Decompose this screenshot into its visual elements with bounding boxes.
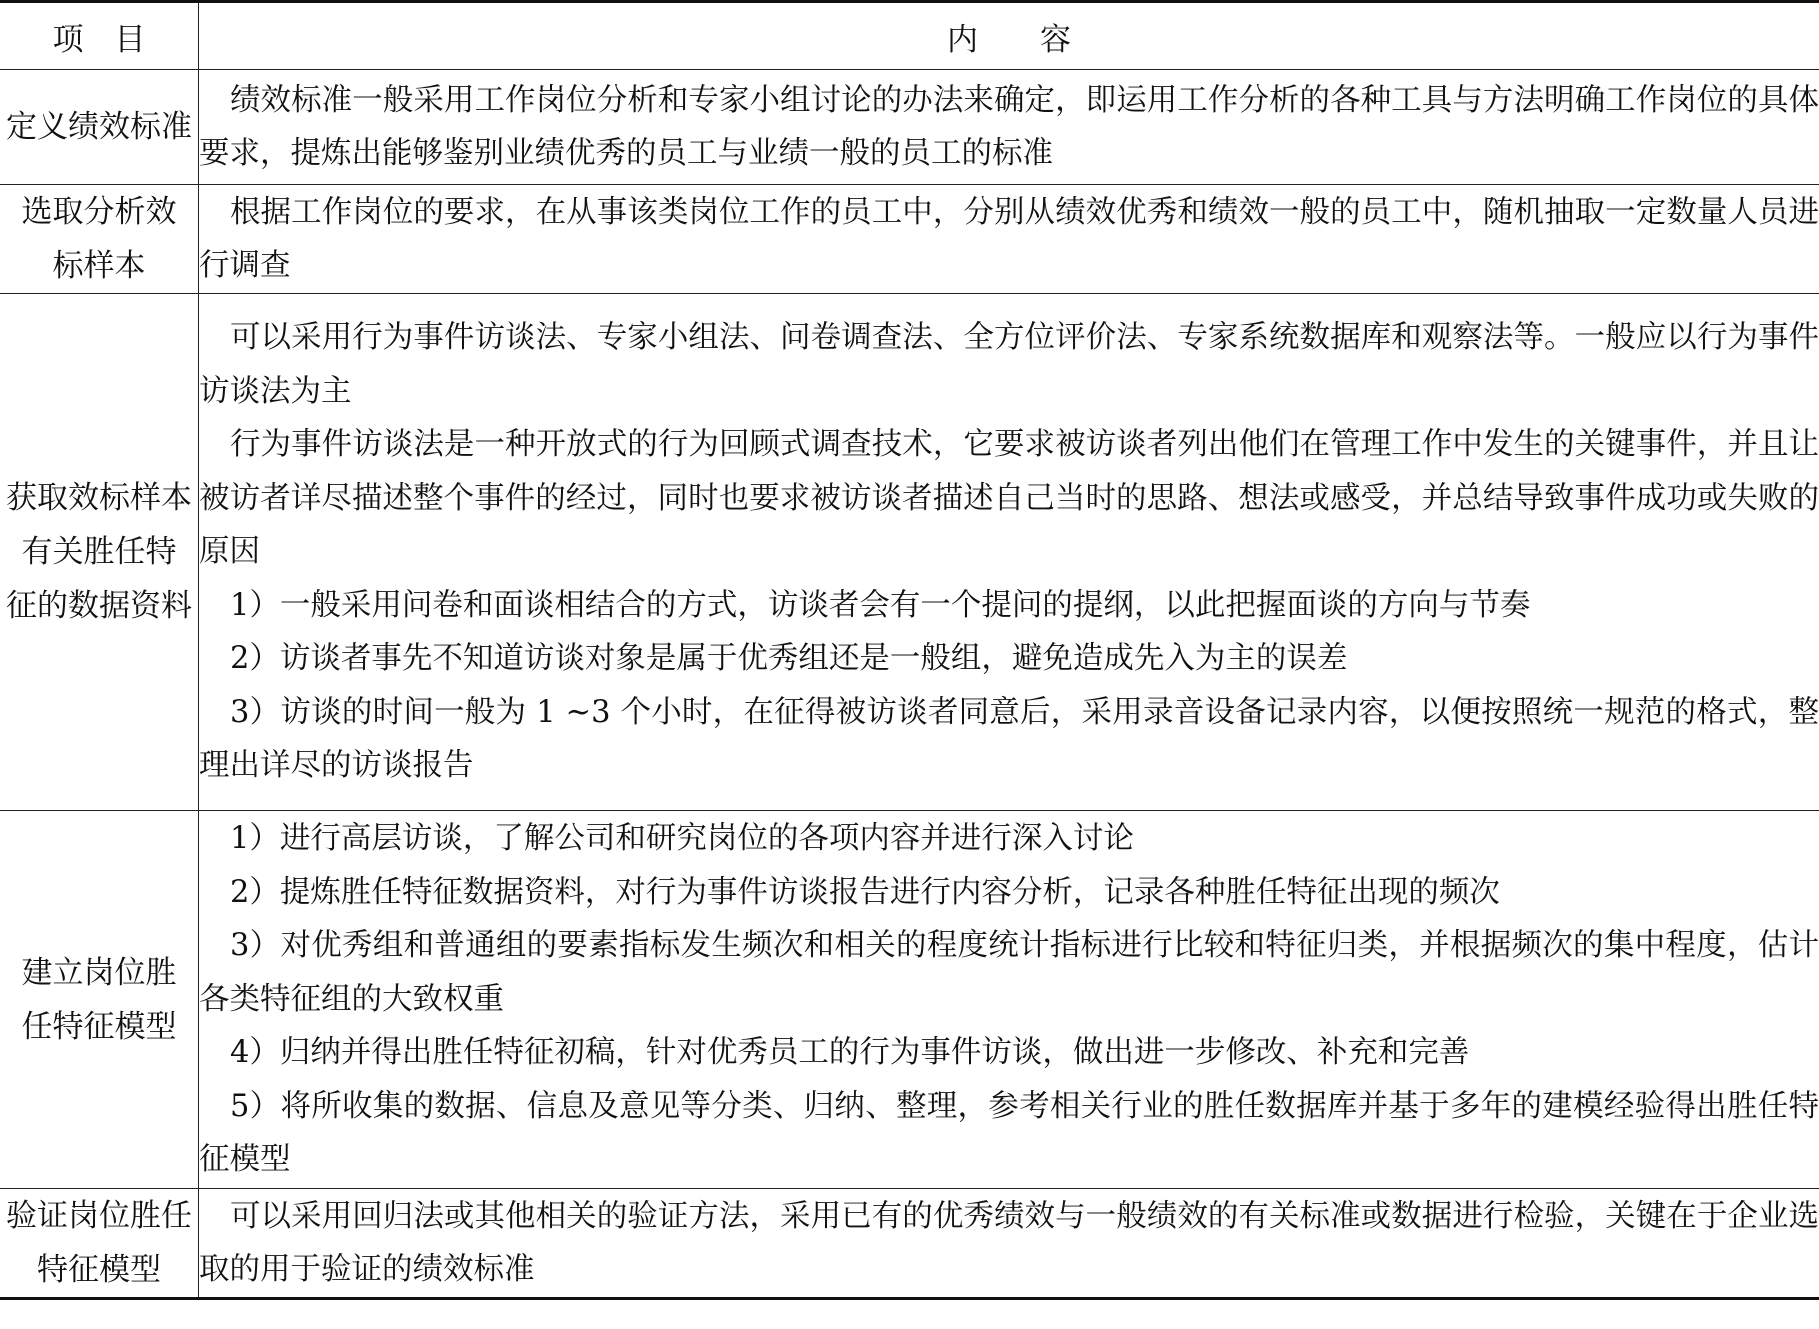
header-item-label: 项 目 [52,21,146,58]
item-label: 任特征模型 [21,1008,177,1045]
table-row [0,1189,1819,1299]
content-paragraph: 根据工作岗位的要求，在从事该类岗位工作的员工中，分别从绩效优秀和绩效一般的员工中，随机抽取一定数量人员进行调查 [199,194,1819,283]
item-label: 验证岗位胜任 [6,1198,192,1234]
content-paragraph: 绩效标准一般采用工作岗位分析和专家小组讨论的办法来确定，即运用工作分析的各种工具与方法明确工作岗位的具体要求，提炼出能够鉴别业绩优秀的员工与业绩一般的员工的标准 [199,82,1819,171]
content-paragraph: 2）提炼胜任特征数据资料，对行为事件访谈报告进行内容分析，记录各种胜任特征出现的频次 [230,874,1500,910]
table-header-row [0,2,1819,70]
content-cell [199,1189,1819,1299]
item-cell [0,294,199,811]
item-label: 征的数据资料 [6,588,192,624]
table-row [0,185,1819,294]
header-content [199,2,1819,70]
item-label: 选取分析效 [21,194,177,230]
item-label: 建立岗位胜 [21,954,177,991]
table-row [0,294,1819,811]
content-paragraph: 5）将所收集的数据、信息及意见等分类、归纳、整理，参考相关行业的胜任数据库并基于多年的建模经验得出胜任特征模型 [199,1088,1819,1178]
content-paragraph: 4）归纳并得出胜任特征初稿，针对优秀员工的行为事件访谈，做出进一步修改、补充和完善 [230,1035,1470,1071]
content-paragraph: 行为事件访谈法是一种开放式的行为回顾式调查技术，它要求被访谈者列出他们在管理工作中发生的关键事件，并且让被访者详尽描述整个事件的经过，同时也要求被访谈者描述自己当时的思路、想法或感受，并总结导致事件成功或失败的原因 [199,427,1819,570]
table-row [0,70,1819,185]
item-cell [0,70,199,185]
content-paragraph: 可以采用行为事件访谈法、专家小组法、问卷调查法、全方位评价法、专家系统数据库和观察法等。一般应以行为事件访谈法为主 [199,320,1819,409]
content-cell [199,70,1819,185]
content-paragraph: 1）一般采用问卷和面谈相结合的方式，访谈者会有一个提问的提纲，以此把握面谈的方向与节奏 [230,587,1531,623]
content-paragraph: 3）对优秀组和普通组的要素指标发生频次和相关的程度统计指标进行比较和特征归类，并根据频次的集中程度，估计各类特征组的大致权重 [199,928,1819,1017]
item-label: 定义绩效标准 [6,109,192,145]
item-label: 标样本 [52,248,146,284]
header-content-label: 内 容 [947,21,1071,58]
item-label: 特征模型 [37,1252,161,1288]
item-cell [0,811,199,1189]
item-cell [0,1189,199,1299]
content-cell [199,811,1819,1189]
content-paragraph: 1）进行高层访谈，了解公司和研究岗位的各项内容并进行深入讨论 [230,821,1134,857]
content-paragraph: 可以采用回归法或其他相关的验证方法，采用已有的优秀绩效与一般绩效的有关标准或数据进行检验，关键在于企业选取的用于验证的绩效标准 [199,1198,1819,1287]
header-item [0,2,199,70]
content-cell [199,294,1819,811]
content-paragraph: 2）访谈者事先不知道访谈对象是属于优秀组还是一般组，避免造成先入为主的误差 [230,641,1348,677]
table-row [0,811,1819,1189]
item-label: 获取效标样本 [6,480,192,516]
content-paragraph: 3）访谈的时间一般为 1 ~3 个小时，在征得被访谈者同意后，采用录音设备记录内容，以便按照统一规范的格式，整理出详尽的访谈报告 [199,694,1819,784]
content-cell [199,185,1819,294]
item-cell [0,185,199,294]
item-label: 有关胜任特 [21,534,177,570]
